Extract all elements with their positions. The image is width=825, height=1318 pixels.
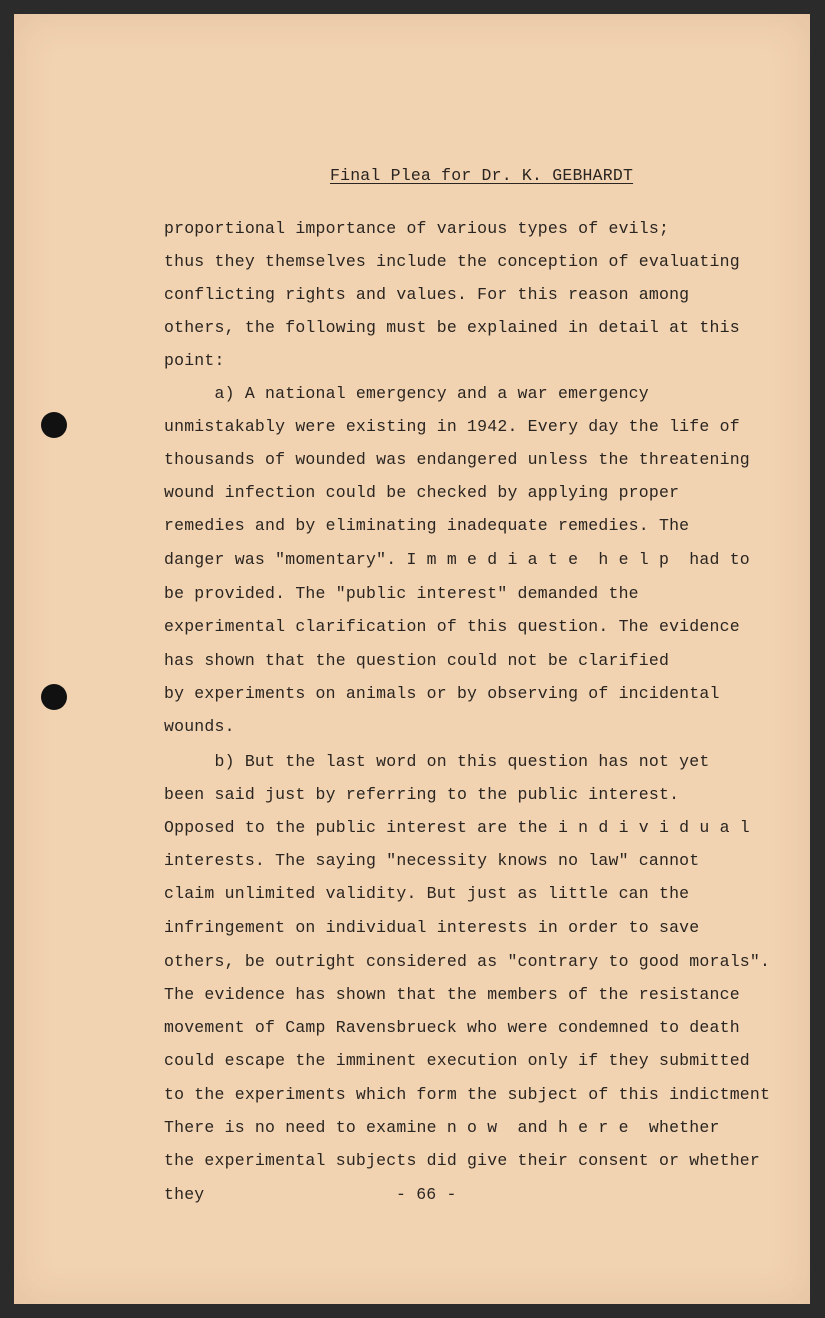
text-line: wound infection could be checked by applying proper	[164, 483, 680, 502]
text-line: thousands of wounded was endangered unless the threatening	[164, 450, 750, 469]
text-line: has shown that the question could not be clarified	[164, 651, 670, 670]
text-line: the experimental subjects did give their consent or whether	[164, 1151, 760, 1170]
text-line: conflicting rights and values. For this reason among	[164, 285, 690, 304]
text-line: claim unlimited validity. But just as little can the	[164, 884, 690, 903]
text-line: experimental clarification of this question. The evidence	[164, 617, 740, 636]
text-line: The evidence has shown that the members of the resistance	[164, 985, 740, 1004]
text-line: interests. The saying "necessity knows no law" cannot	[164, 851, 700, 870]
text-line: remedies and by eliminating inadequate remedies. The	[164, 516, 690, 535]
text-line: to the experiments which form the subject of this indictment	[164, 1085, 771, 1104]
punch-hole	[41, 412, 67, 438]
text-line: Opposed to the public interest are the i n d i v i d u a l	[164, 818, 750, 837]
text-line: There is no need to examine n o w and h e r e whether	[164, 1118, 720, 1137]
text-line: others, the following must be explained in detail at this	[164, 318, 740, 337]
text-line: proportional importance of various types of evils;	[164, 219, 670, 238]
text-line: thus they themselves include the conception of evaluating	[164, 252, 740, 271]
text-line: by experiments on animals or by observing of incidental	[164, 684, 720, 703]
text-line: could escape the imminent execution only if they submitted	[164, 1051, 750, 1070]
text-line: danger was "momentary". I m m e d i a t e h e l p had to	[164, 550, 750, 569]
text-line: infringement on individual interests in order to save	[164, 918, 700, 937]
punch-hole	[41, 684, 67, 710]
page-header: Final Plea for Dr. K. GEBHARDT	[330, 166, 634, 185]
page-number: - 66 -	[396, 1185, 457, 1204]
text-line: b) But the last word on this question has not yet	[164, 752, 710, 771]
text-line: point:	[164, 351, 225, 370]
text-line: been said just by referring to the public interest.	[164, 785, 680, 804]
document-page	[14, 14, 810, 1304]
text-line: unmistakably were existing in 1942. Every day the life of	[164, 417, 740, 436]
text-line: be provided. The "public interest" demanded the	[164, 584, 639, 603]
text-line: a) A national emergency and a war emergency	[164, 384, 649, 403]
text-line: wounds.	[164, 717, 235, 736]
text-line: movement of Camp Ravensbrueck who were condemned to death	[164, 1018, 740, 1037]
text-line: others, be outright considered as "contrary to good morals".	[164, 952, 771, 971]
text-line: they	[164, 1185, 205, 1204]
